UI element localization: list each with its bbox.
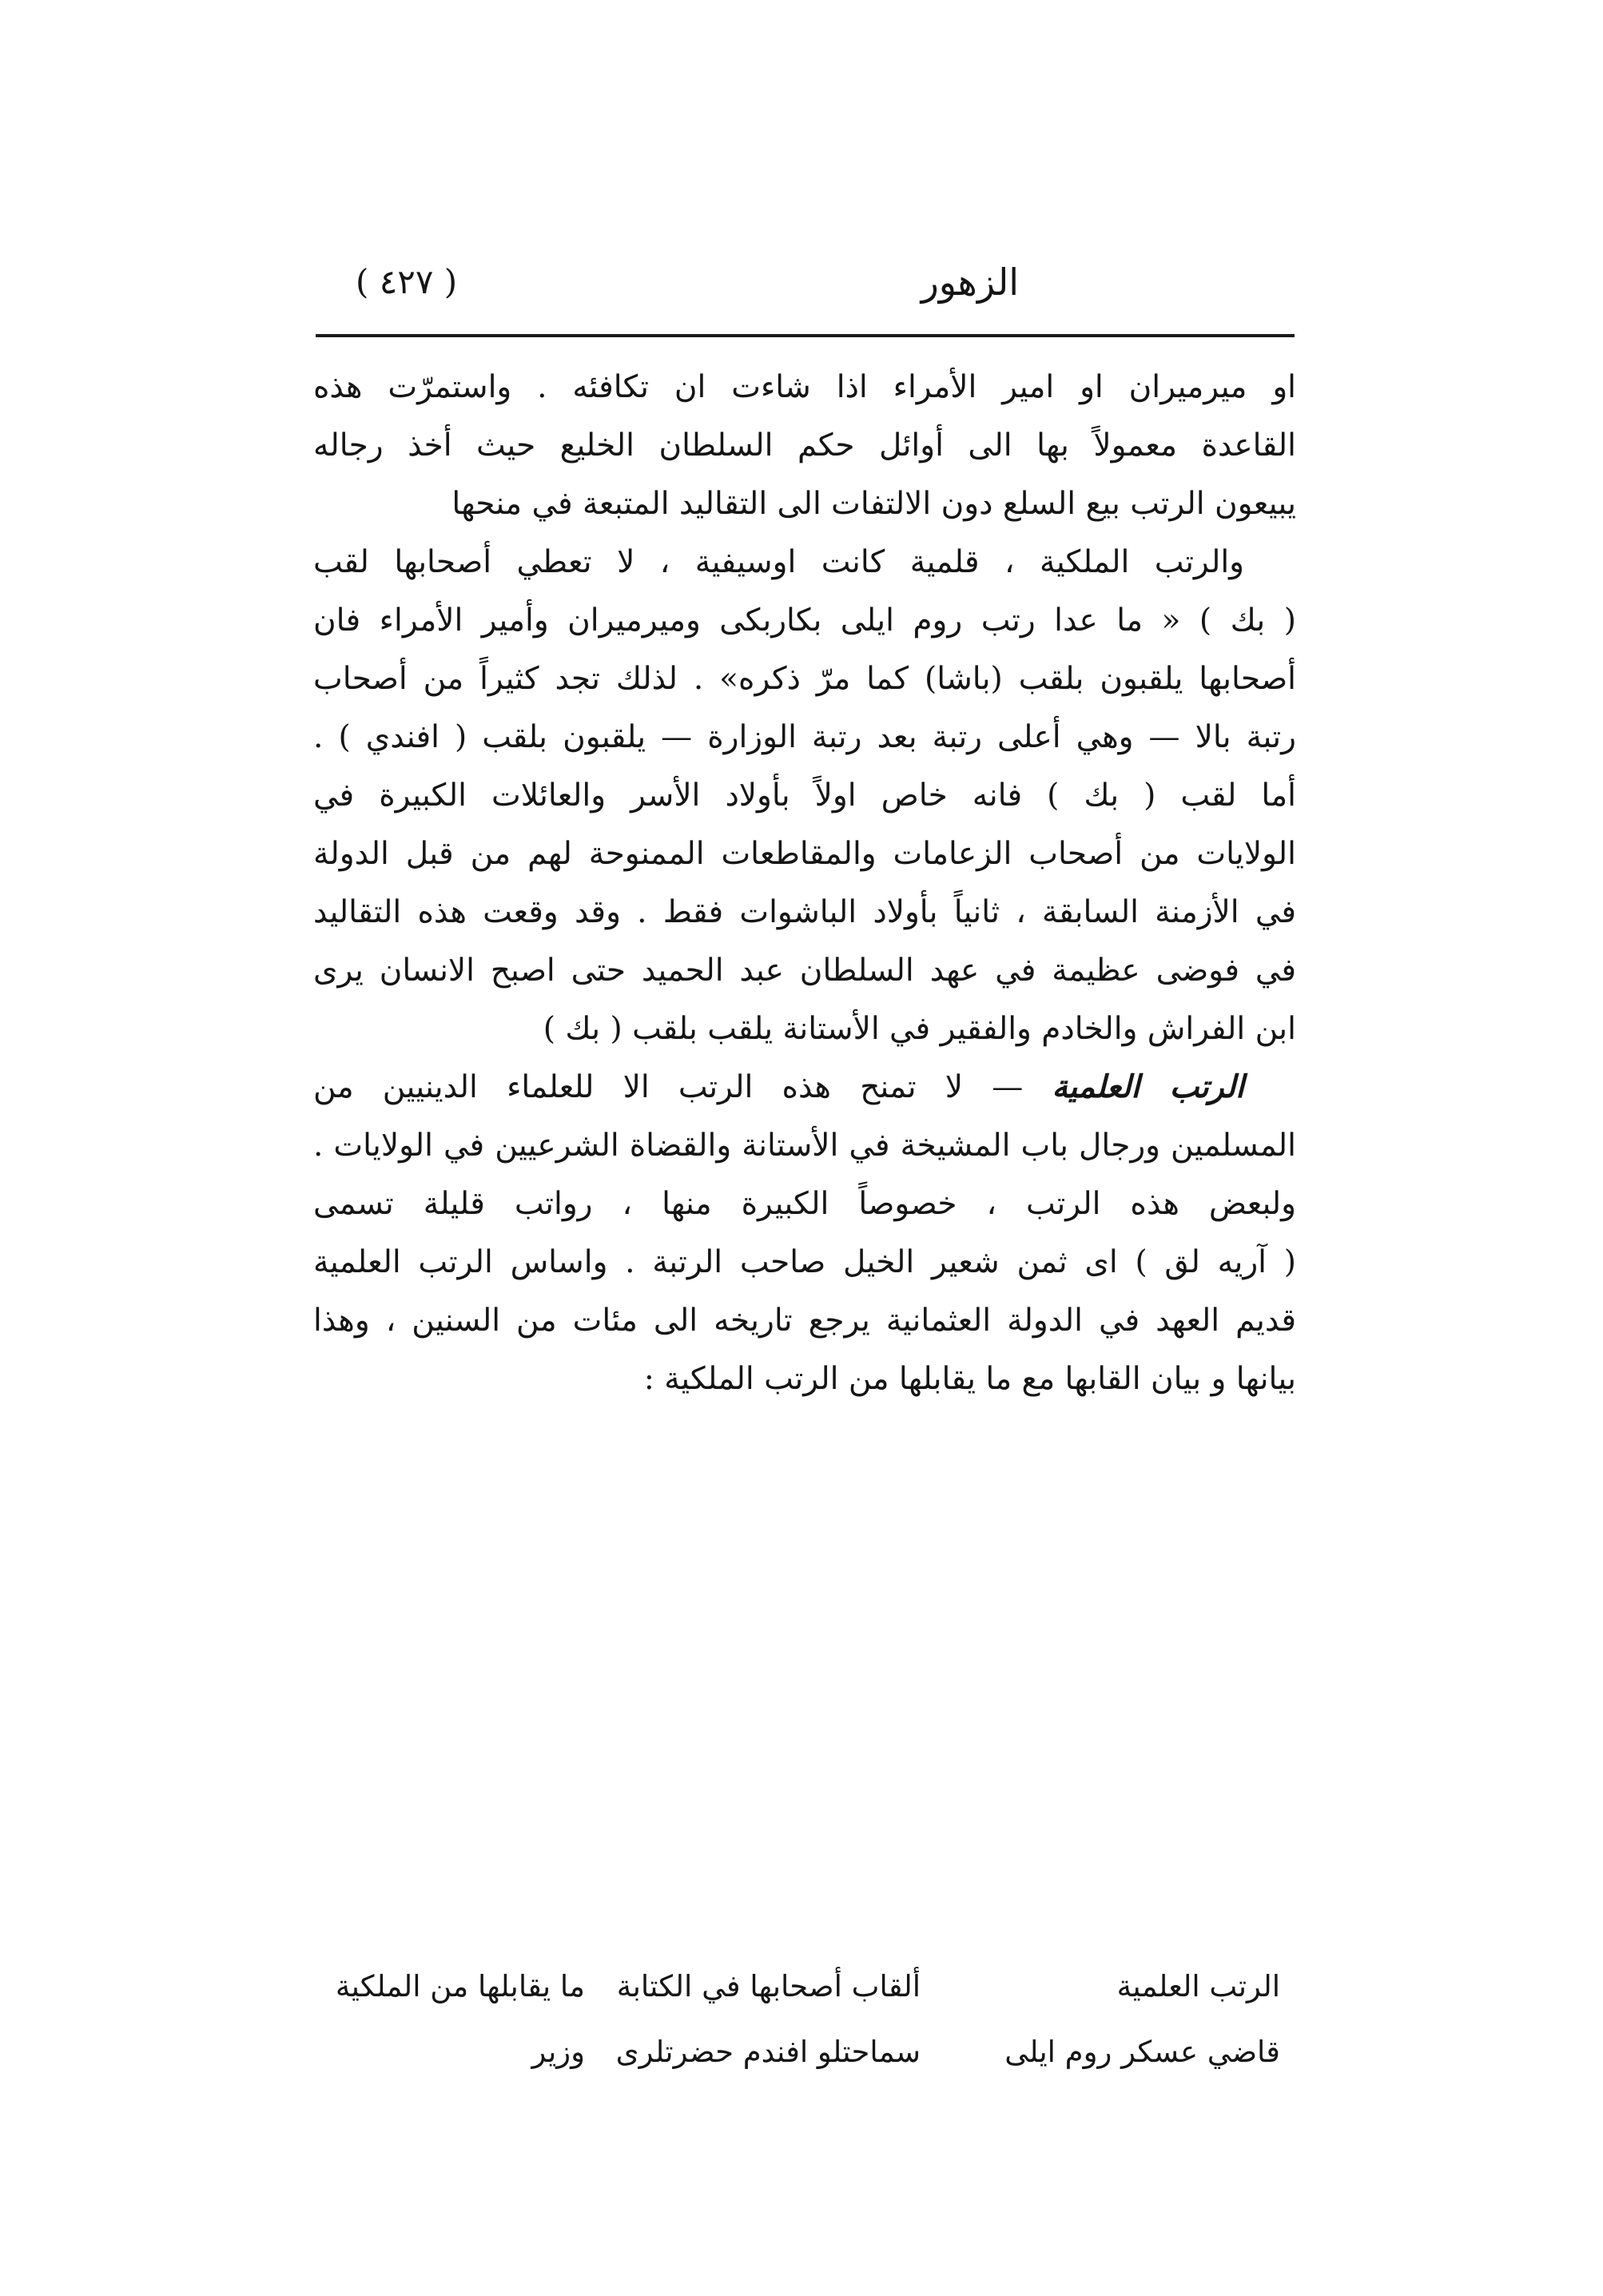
paragraph-1 [313,358,1296,533]
text-line: ( آريه لق ) اى ثمن شعير الخيل صاحب الرتبة . واساس الرتب العلمية [313,1244,1296,1280]
text-line: والرتب الملكية ، قلمية كانت اوسيفية ، لا تعطي أصحابها لقب [313,544,1244,580]
running-title: الزهور [921,261,1019,304]
text-line: بيانها و بيان القابها مع ما يقابلها من الرتب الملكية : [643,1361,1296,1397]
text-line: في الأزمنة السابقة ، ثانياً بأولاد الباشوات فقط . وقد وقعت هذه التقاليد [313,894,1296,930]
text-line: القاعدة معمولاً بها الى أوائل حكم السلطان الخليع حيث أخذ رجاله [313,428,1296,464]
page-number: ( ٤٢٧ ) [356,262,458,301]
text-line: ( بك ) « ما عدا رتب روم ايلى بكاربكى وميرميران وأمير الأمراء فان [313,603,1296,639]
table-header-cell: الرتب العلمية [1116,1969,1280,2004]
table-header-cell: ألقاب أصحابها في الكتابة [616,1969,921,2004]
paragraph-3 [313,1058,1296,1408]
text-line: قديم العهد في الدولة العثمانية يرجع تاريخه الى مئات من السنين ، وهذا [313,1303,1296,1339]
text-line: أصحابها يلقبون بلقب (باشا) كما مرّ ذكره» . لذلك تجد كثيراً من أصحاب [313,661,1296,697]
text-line: يبيعون الرتب بيع السلع دون الالتفات الى التقاليد المتبعة في منحها [451,486,1296,522]
text-line: ابن الفراش والخادم والفقير في الأستانة يلقب بلقب ( بك ) [543,1011,1296,1047]
ranks-table [313,1954,1296,2085]
text-line: رتبة بالا — وهي أعلى رتبة بعد رتبة الوزارة — يلقبون بلقب ( افندي ) . [313,719,1296,755]
text-line: المسلمين ورجال باب المشيخة في الأستانة والقضاة الشرعيين في الولايات . [313,1128,1296,1164]
table-cell: وزير [531,2035,585,2069]
table-cell: سماحتلو افندم حضرتلرى [615,2035,921,2069]
table-header-cell: ما يقابلها من الملكية [335,1969,585,2004]
body-text [313,358,1296,1408]
table-cell: قاضي عسكر روم ايلى [1004,2035,1280,2069]
section-lead: الرتب العلمية [1052,1068,1244,1105]
paragraph-2 [313,533,1296,1058]
page-header [316,252,1295,324]
text-line [313,1058,1296,1116]
text-line: ولبعض هذه الرتب ، خصوصاً الكبيرة منها ، رواتب قليلة تسمى [313,1186,1296,1222]
text-line: الولايات من أصحاب الزعامات والمقاطعات الممنوحة لهم من قبل الدولة [313,836,1296,872]
lead-line-rest: — لا تمنح هذه الرتب الا للعلماء الدينيين من [313,1069,1024,1105]
text-line: في فوضى عظيمة في عهد السلطان عبد الحميد حتى اصبح الانسان يرى [313,953,1296,989]
table-row [313,2019,1296,2085]
text-line: او ميرميران او امير الأمراء اذا شاءت ان تكافئه . واستمرّت هذه [313,369,1296,405]
header-rule [316,334,1295,337]
text-line: أما لقب ( بك ) فانه خاص اولاً بأولاد الأسر والعائلات الكبيرة في [313,778,1296,814]
table-header-row [313,1954,1296,2019]
